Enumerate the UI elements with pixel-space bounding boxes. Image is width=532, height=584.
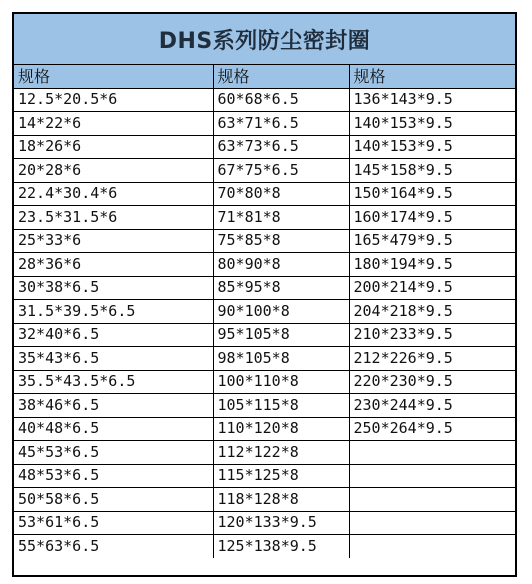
- table-cell: 40*48*6.5: [14, 417, 213, 441]
- table-row: [14, 300, 515, 324]
- table-cell: [349, 511, 515, 535]
- table-cell: 140*153*9.5: [349, 112, 515, 136]
- table-cell: 45*53*6.5: [14, 441, 213, 465]
- table-cell: 63*71*6.5: [213, 112, 349, 136]
- table-cell: 53*61*6.5: [14, 511, 213, 535]
- table-cell: 100*110*8: [213, 370, 349, 394]
- table-cell: 63*73*6.5: [213, 135, 349, 159]
- table-row: [14, 464, 515, 488]
- table-cell: 118*128*8: [213, 488, 349, 512]
- table-row: [14, 206, 515, 230]
- table-row: [14, 88, 515, 112]
- table-cell: [349, 441, 515, 465]
- table-row: [14, 276, 515, 300]
- table-cell: 210*233*9.5: [349, 323, 515, 347]
- table-cell: 165*479*9.5: [349, 229, 515, 253]
- table-row: [14, 535, 515, 558]
- table-cell: 22.4*30.4*6: [14, 182, 213, 206]
- header-row: [14, 65, 515, 88]
- table-cell: 140*153*9.5: [349, 135, 515, 159]
- table-cell: 38*46*6.5: [14, 394, 213, 418]
- table-cell: 20*28*6: [14, 159, 213, 183]
- table-cell: [349, 464, 515, 488]
- table-cell: 32*40*6.5: [14, 323, 213, 347]
- table-body: [14, 88, 515, 558]
- table-row: [14, 135, 515, 159]
- table-cell: 14*22*6: [14, 112, 213, 136]
- table-cell: 212*226*9.5: [349, 347, 515, 371]
- table-cell: 60*68*6.5: [213, 88, 349, 112]
- table-row: [14, 347, 515, 371]
- table-row: [14, 394, 515, 418]
- table-cell: 200*214*9.5: [349, 276, 515, 300]
- table-cell: 30*38*6.5: [14, 276, 213, 300]
- table-cell: 204*218*9.5: [349, 300, 515, 324]
- table-cell: 160*174*9.5: [349, 206, 515, 230]
- table-cell: 12.5*20.5*6: [14, 88, 213, 112]
- table-row: [14, 441, 515, 465]
- table-cell: 55*63*6.5: [14, 535, 213, 558]
- table-cell: 71*81*8: [213, 206, 349, 230]
- spec-sheet: [12, 12, 517, 577]
- table-row: [14, 182, 515, 206]
- table-cell: [349, 488, 515, 512]
- table-cell: 70*80*8: [213, 182, 349, 206]
- table-cell: [349, 535, 515, 558]
- table-row: [14, 511, 515, 535]
- table-cell: 136*143*9.5: [349, 88, 515, 112]
- table-cell: 98*105*8: [213, 347, 349, 371]
- table-cell: 50*58*6.5: [14, 488, 213, 512]
- table-cell: 35*43*6.5: [14, 347, 213, 371]
- table-cell: 80*90*8: [213, 253, 349, 277]
- column-header: 规格: [213, 65, 349, 88]
- column-header: 规格: [14, 65, 213, 88]
- table-cell: 105*115*8: [213, 394, 349, 418]
- spec-table: [14, 65, 515, 558]
- table-cell: 35.5*43.5*6.5: [14, 370, 213, 394]
- table-row: [14, 370, 515, 394]
- table-cell: 110*120*8: [213, 417, 349, 441]
- table-cell: 75*85*8: [213, 229, 349, 253]
- table-cell: 112*122*8: [213, 441, 349, 465]
- table-title: DHS系列防尘密封圈: [14, 14, 515, 65]
- table-cell: 230*244*9.5: [349, 394, 515, 418]
- table-cell: 67*75*6.5: [213, 159, 349, 183]
- table-cell: 23.5*31.5*6: [14, 206, 213, 230]
- table-cell: 220*230*9.5: [349, 370, 515, 394]
- table-cell: 31.5*39.5*6.5: [14, 300, 213, 324]
- table-cell: 28*36*6: [14, 253, 213, 277]
- table-row: [14, 253, 515, 277]
- column-header: 规格: [349, 65, 515, 88]
- table-cell: 48*53*6.5: [14, 464, 213, 488]
- table-row: [14, 159, 515, 183]
- table-cell: 180*194*9.5: [349, 253, 515, 277]
- table-cell: 125*138*9.5: [213, 535, 349, 558]
- table-row: [14, 323, 515, 347]
- table-cell: 115*125*8: [213, 464, 349, 488]
- table-cell: 145*158*9.5: [349, 159, 515, 183]
- table-cell: 85*95*8: [213, 276, 349, 300]
- table-cell: 250*264*9.5: [349, 417, 515, 441]
- table-cell: 90*100*8: [213, 300, 349, 324]
- table-row: [14, 417, 515, 441]
- table-row: [14, 488, 515, 512]
- table-cell: 25*33*6: [14, 229, 213, 253]
- table-cell: 95*105*8: [213, 323, 349, 347]
- table-row: [14, 229, 515, 253]
- table-cell: 150*164*9.5: [349, 182, 515, 206]
- table-cell: 18*26*6: [14, 135, 213, 159]
- table-cell: 120*133*9.5: [213, 511, 349, 535]
- table-row: [14, 112, 515, 136]
